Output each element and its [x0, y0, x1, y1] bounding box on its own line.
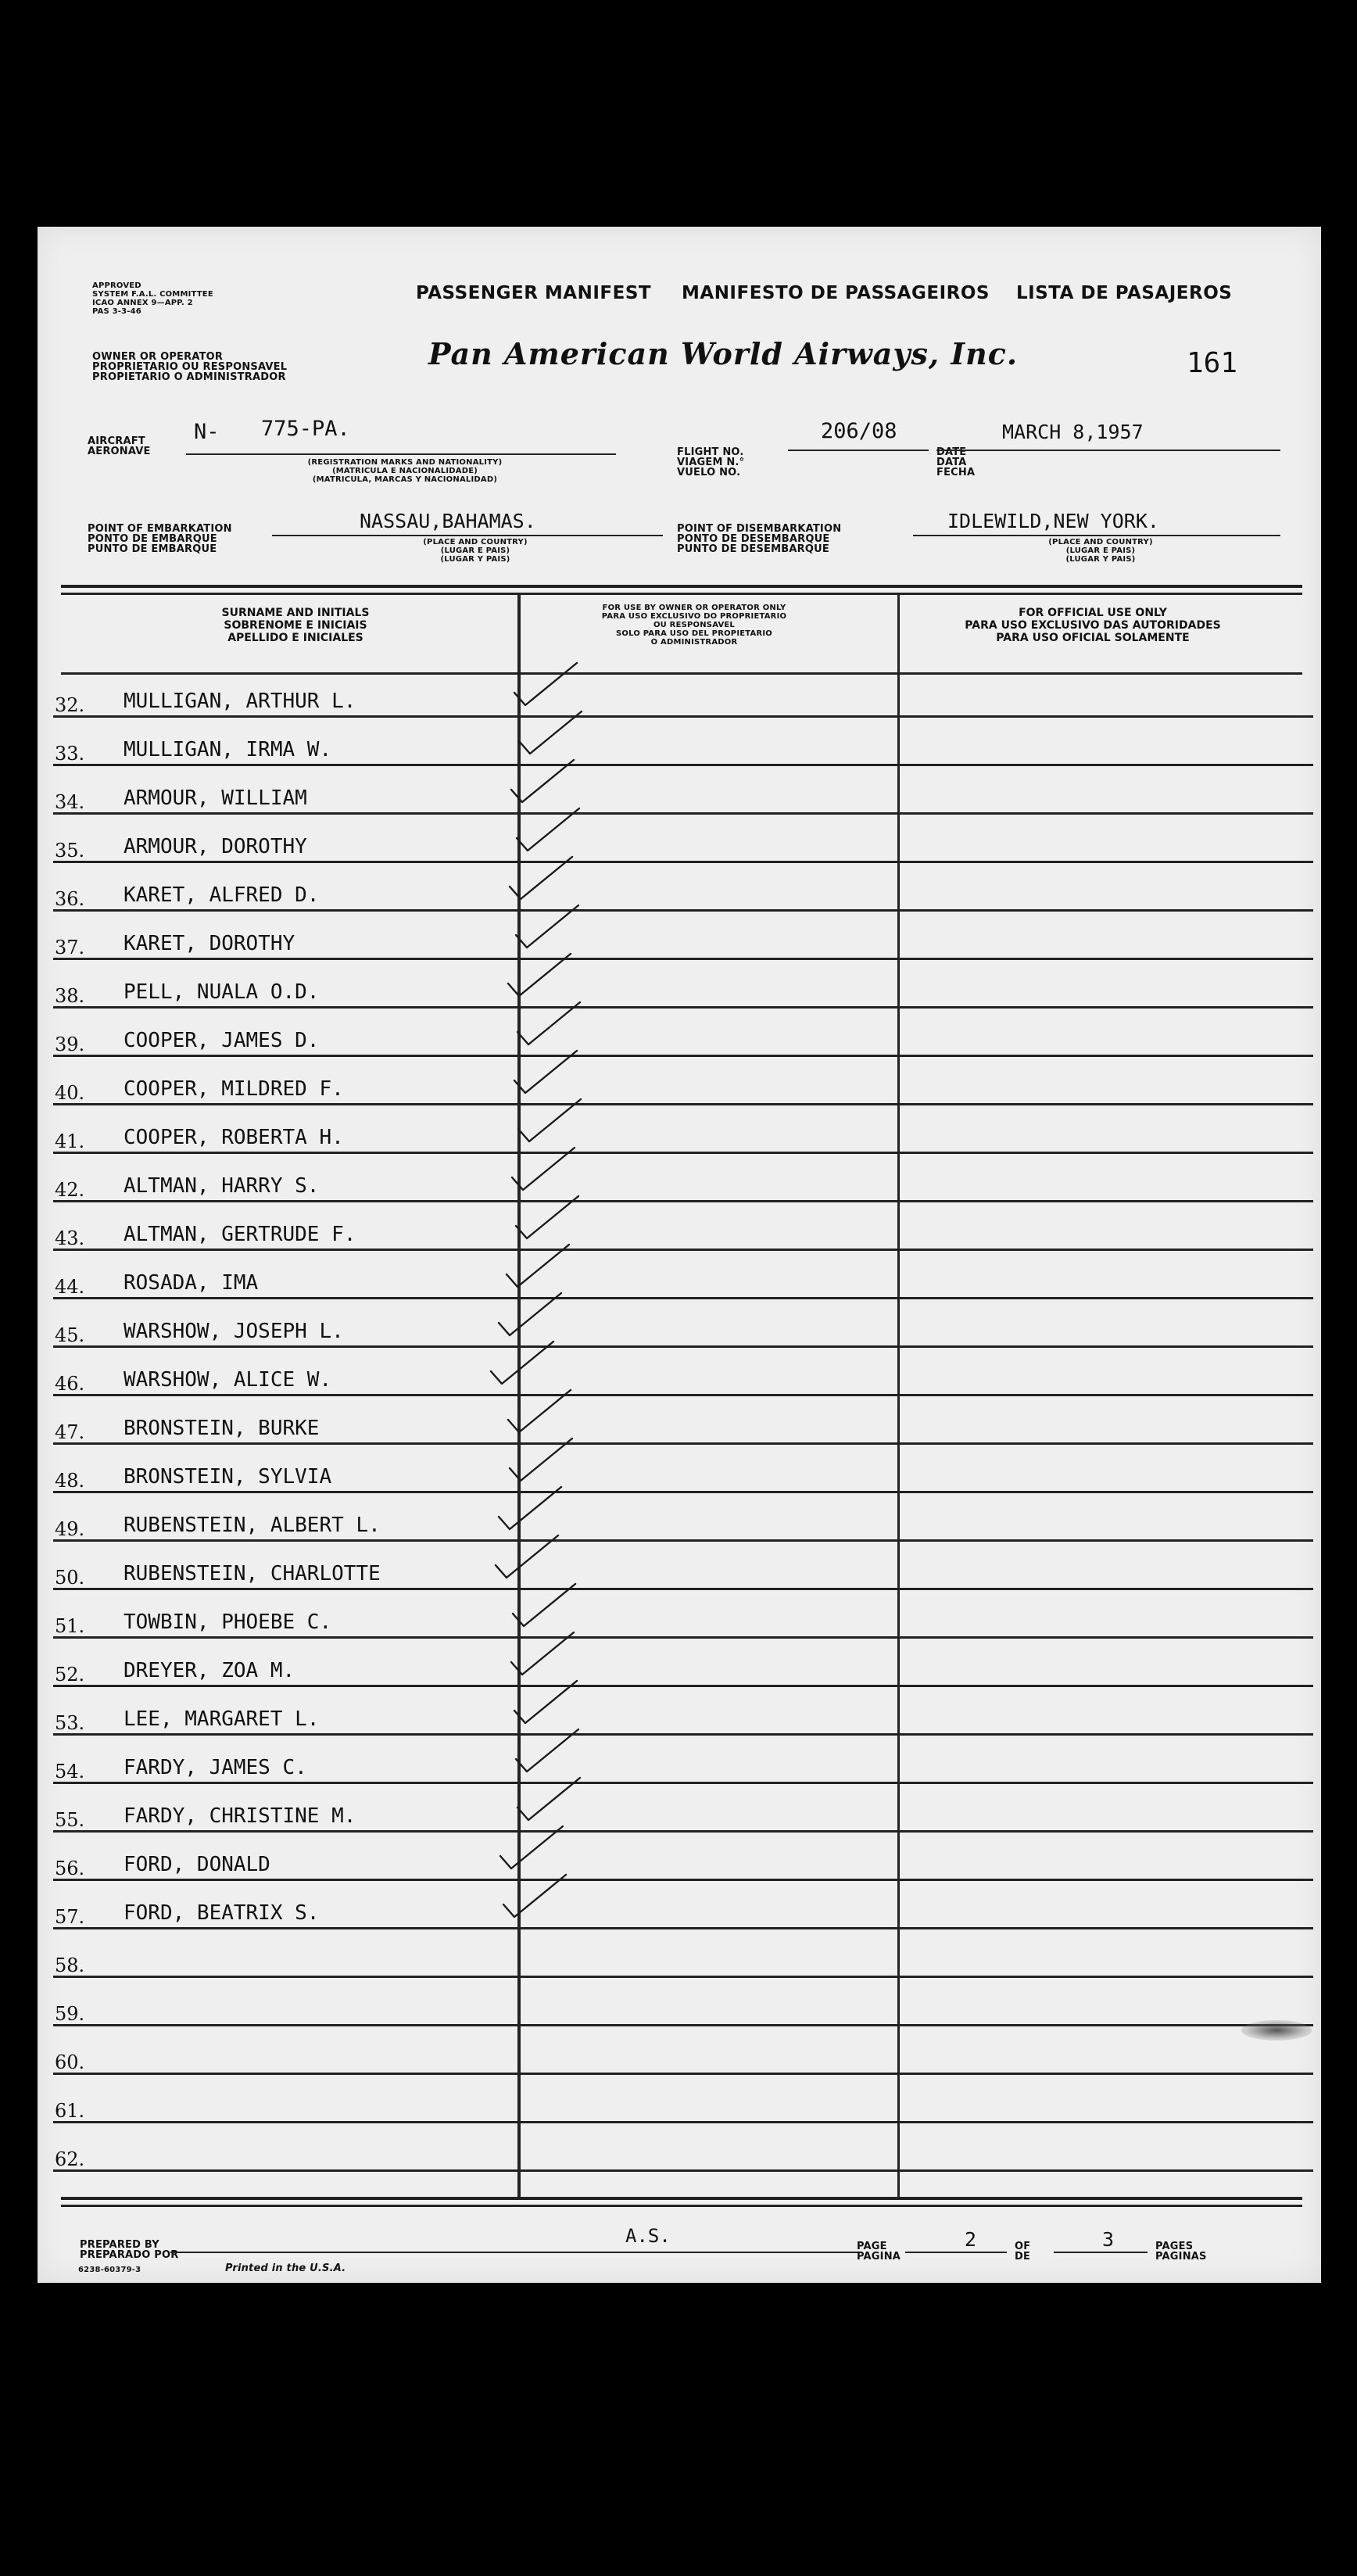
- passenger-name: BRONSTEIN, SYLVIA: [124, 1465, 332, 1489]
- aircraft-prefix: N-: [194, 420, 220, 444]
- passenger-row: [38, 1105, 1321, 1154]
- passenger-name: WARSHOW, ALICE W.: [124, 1368, 332, 1392]
- passenger-number: 38.: [55, 985, 85, 1007]
- of-label-line: OF: [1015, 2241, 1031, 2252]
- caption-line: (LUGAR E PAIS): [440, 546, 510, 555]
- disembarkation-rule: [913, 535, 1280, 536]
- footer-rule-bottom: [61, 2205, 1302, 2207]
- header-rule-top: [61, 585, 1302, 588]
- caption-line: (PLACE AND COUNTRY): [1048, 538, 1153, 546]
- caption-line: (REGISTRATION MARKS AND NATIONALITY): [307, 458, 503, 467]
- owner-label-line: OWNER OR OPERATOR: [92, 351, 224, 363]
- passenger-row: [38, 1009, 1321, 1057]
- passenger-row: [38, 2026, 1321, 2075]
- passenger-row: [38, 766, 1321, 815]
- approval-line: PAS 3-3-46: [92, 307, 141, 316]
- prepared-value: A.S.: [625, 2225, 671, 2247]
- col-header-line: FOR USE BY OWNER OR OPERATOR ONLY: [602, 604, 786, 612]
- passenger-row: [38, 1978, 1321, 2026]
- aircraft-caption: [217, 458, 593, 484]
- of-label-line: DE: [1015, 2251, 1031, 2263]
- date-label-line: DATA: [936, 457, 967, 468]
- passenger-name: ARMOUR, WILLIAM: [124, 786, 307, 810]
- page-rule: [905, 2252, 1007, 2253]
- passenger-name: WARSHOW, JOSEPH L.: [124, 1320, 344, 1343]
- manifest-sheet: [38, 227, 1321, 2283]
- passenger-row: [38, 1784, 1321, 1833]
- aircraft-rule: [186, 453, 616, 455]
- page-label-line: PAGE: [857, 2241, 887, 2252]
- col-header-line: OU RESPONSAVEL: [653, 621, 736, 629]
- col-header-line: PARA USO OFICIAL SOLAMENTE: [996, 632, 1190, 644]
- of-value: 3: [1102, 2228, 1115, 2251]
- pages-label: [1155, 2241, 1207, 2262]
- page-stamp: 161: [1187, 347, 1238, 379]
- flight-label-line: VIAGEM N.°: [677, 457, 745, 468]
- passenger-row: [38, 1881, 1321, 1929]
- passenger-row: [38, 912, 1321, 960]
- date-rule: [936, 450, 1280, 451]
- caption-line: (LUGAR Y PAIS): [440, 555, 510, 564]
- embarkation-label-line: PUNTO DE EMBARQUE: [88, 543, 217, 555]
- of-label: [1015, 2241, 1030, 2262]
- col-header-owner-use: [538, 604, 850, 647]
- approval-line: ICAO ANNEX 9—APP. 2: [92, 299, 193, 307]
- airline-name: Pan American World Airways, Inc.: [428, 336, 1019, 371]
- passenger-row: [38, 1687, 1321, 1736]
- passenger-name: MULLIGAN, IRMA W.: [124, 738, 332, 761]
- embarkation-label: [88, 524, 232, 554]
- passenger-name: FARDY, JAMES C.: [124, 1756, 307, 1779]
- passenger-row: [38, 2123, 1321, 2172]
- printed-note: Printed in the U.S.A.: [225, 2263, 346, 2274]
- passenger-name: FORD, BEATRIX S.: [124, 1901, 320, 1925]
- passenger-number: 44.: [55, 1276, 85, 1298]
- owner-label-line: PROPRIETARIO OU RESPONSAVEL: [92, 361, 288, 373]
- col-header-line: SOLO PARA USO DEL PROPIETARIO: [616, 629, 772, 638]
- embarkation-value: NASSAU,BAHAMAS.: [360, 510, 536, 532]
- passenger-name: MULLIGAN, ARTHUR L.: [124, 690, 356, 713]
- passenger-name: KARET, DOROTHY: [124, 932, 295, 955]
- prepared-label-line: PREPARADO POR: [80, 2249, 179, 2261]
- owner-label-line: PROPIETARIO O ADMINISTRADOR: [92, 371, 286, 383]
- col-header-line: FOR OFFICIAL USE ONLY: [1019, 607, 1167, 619]
- passenger-number: 62.: [55, 2148, 85, 2170]
- approval-line: APPROVED: [92, 281, 141, 290]
- title-english: PASSENGER MANIFEST: [416, 283, 652, 303]
- passenger-row: [38, 1929, 1321, 1978]
- passenger-number: 51.: [55, 1615, 85, 1637]
- passenger-number: 54.: [55, 1761, 85, 1782]
- passenger-row: [38, 669, 1321, 718]
- caption-line: (LUGAR Y PAIS): [1065, 555, 1136, 564]
- embarkation-label-line: PONTO DE EMBARQUE: [88, 533, 217, 545]
- passenger-row: [38, 863, 1321, 912]
- embarkation-rule: [272, 535, 663, 536]
- disembarkation-label-line: POINT OF DISEMBARKATION: [677, 523, 842, 535]
- passenger-number: 41.: [55, 1130, 85, 1152]
- passenger-number: 37.: [55, 937, 85, 958]
- caption-line: (PLACE AND COUNTRY): [423, 538, 528, 546]
- passenger-name: TOWBIN, PHOEBE C.: [124, 1610, 332, 1634]
- passenger-number: 57.: [55, 1906, 85, 1928]
- passenger-number: 49.: [55, 1518, 85, 1540]
- col-header-line: O ADMINISTRADOR: [650, 638, 738, 647]
- page-label-line: PAGINA: [857, 2251, 901, 2263]
- passenger-number: 61.: [55, 2100, 85, 2122]
- flight-label: [677, 447, 744, 478]
- col-header-official-use: [905, 607, 1280, 644]
- disembarkation-label-line: PONTO DE DESEMBARQUE: [677, 533, 830, 545]
- passenger-number: 60.: [55, 2051, 85, 2073]
- flight-label-line: VUELO NO.: [677, 467, 741, 478]
- passenger-number: 42.: [55, 1179, 85, 1201]
- owner-label: [92, 352, 287, 382]
- passenger-row: [38, 1833, 1321, 1881]
- passenger-number: 58.: [55, 1954, 85, 1976]
- prepared-label: [80, 2240, 178, 2260]
- passenger-row: [38, 2075, 1321, 2123]
- col-header-line: PARA USO EXCLUSIVO DAS AUTORIDADES: [965, 619, 1221, 632]
- title-spanish: LISTA DE PASAJEROS: [1016, 283, 1233, 303]
- passenger-number: 32.: [55, 694, 85, 716]
- passenger-number: 45.: [55, 1324, 85, 1346]
- passenger-name: KARET, ALFRED D.: [124, 883, 320, 907]
- page-label: [857, 2241, 900, 2262]
- date-value: MARCH 8,1957: [1002, 421, 1144, 443]
- disembarkation-caption: [999, 538, 1202, 564]
- row-rule: [53, 2169, 1313, 2172]
- passenger-name: ALTMAN, GERTRUDE F.: [124, 1223, 356, 1246]
- pages-label-line: PAGES: [1155, 2241, 1194, 2252]
- passenger-number: 52.: [55, 1664, 85, 1686]
- passenger-row: [38, 1736, 1321, 1784]
- passenger-number: 50.: [55, 1567, 85, 1589]
- embarkation-caption: [374, 538, 577, 564]
- passenger-row: [38, 1396, 1321, 1445]
- aircraft-label: [88, 436, 151, 457]
- passenger-row: [38, 960, 1321, 1009]
- passenger-number: 55.: [55, 1809, 85, 1831]
- passenger-number: 40.: [55, 1082, 85, 1104]
- passenger-name: DREYER, ZOA M.: [124, 1659, 295, 1682]
- disembarkation-label-line: PUNTO DE DESEMBARQUE: [677, 543, 829, 555]
- approval-line: SYSTEM F.A.L. COMMITTEE: [92, 290, 213, 299]
- date-label-line: DATE: [936, 446, 967, 458]
- page-value: 2: [965, 2228, 977, 2251]
- col-header-line: PARA USO EXCLUSIVO DO PROPRIETARIO: [601, 612, 787, 621]
- date-label: [936, 447, 975, 478]
- title-portuguese: MANIFESTO DE PASSAGEIROS: [682, 283, 990, 303]
- passenger-number: 59.: [55, 2003, 85, 2025]
- passenger-row: [38, 1251, 1321, 1299]
- caption-line: (MATRICULA E NACIONALIDADE): [331, 467, 478, 475]
- header-rule-bottom: [61, 593, 1302, 595]
- prepared-label-line: PREPARED BY: [80, 2239, 159, 2251]
- passenger-row: [38, 1542, 1321, 1590]
- embarkation-label-line: POINT OF EMBARKATION: [88, 523, 232, 535]
- passenger-name: COOPER, MILDRED F.: [124, 1077, 344, 1101]
- passenger-name: COOPER, ROBERTA H.: [124, 1126, 344, 1149]
- passenger-number: 39.: [55, 1034, 85, 1055]
- passenger-number: 43.: [55, 1227, 85, 1249]
- footer-rule-top: [61, 2197, 1302, 2200]
- passenger-row: [38, 1445, 1321, 1493]
- passenger-number: 34.: [55, 791, 85, 813]
- passenger-row: [38, 1348, 1321, 1396]
- aircraft-label-line: AIRCRAFT: [88, 435, 145, 447]
- flight-label-line: FLIGHT NO.: [677, 446, 744, 458]
- passenger-name: PELL, NUALA O.D.: [124, 980, 320, 1004]
- aircraft-value: 775-PA.: [261, 417, 350, 441]
- passenger-name: ARMOUR, DOROTHY: [124, 835, 307, 858]
- passenger-name: LEE, MARGARET L.: [124, 1707, 320, 1731]
- passenger-number: 33.: [55, 743, 85, 765]
- disembarkation-value: IDLEWILD,NEW YORK.: [947, 510, 1159, 532]
- caption-line: (MATRICULA, MARCAS Y NACIONALIDAD): [312, 475, 498, 484]
- passenger-row: [38, 1154, 1321, 1202]
- of-rule: [1054, 2252, 1148, 2253]
- passenger-row: [38, 1202, 1321, 1251]
- passenger-number: 35.: [55, 840, 85, 862]
- prepared-rule: [170, 2252, 858, 2253]
- aircraft-label-line: AERONAVE: [88, 446, 151, 457]
- passenger-name: FORD, DONALD: [124, 1853, 270, 1876]
- passenger-name: BRONSTEIN, BURKE: [124, 1417, 320, 1440]
- passenger-row: [38, 1639, 1321, 1687]
- passenger-row: [38, 1299, 1321, 1348]
- passenger-row: [38, 1590, 1321, 1639]
- passenger-name: ROSADA, IMA: [124, 1271, 259, 1295]
- pages-label-line: PAGINAS: [1155, 2251, 1207, 2263]
- passenger-row: [38, 815, 1321, 863]
- passenger-name: RUBENSTEIN, ALBERT L.: [124, 1514, 381, 1537]
- col-header-surname: [100, 607, 491, 644]
- passenger-name: FARDY, CHRISTINE M.: [124, 1804, 356, 1828]
- passenger-number: 46.: [55, 1373, 85, 1395]
- passenger-name: COOPER, JAMES D.: [124, 1029, 320, 1052]
- approval-block: [92, 281, 213, 316]
- passenger-row: [38, 1493, 1321, 1542]
- passenger-number: 56.: [55, 1858, 85, 1879]
- date-label-line: FECHA: [936, 467, 976, 478]
- flight-rule: [788, 450, 929, 451]
- passenger-name: RUBENSTEIN, CHARLOTTE: [124, 1562, 381, 1585]
- flight-value: 206/08: [821, 419, 897, 443]
- col-header-line: APELLIDO E INICIALES: [227, 632, 363, 644]
- passenger-number: 36.: [55, 888, 85, 910]
- passenger-name: ALTMAN, HARRY S.: [124, 1174, 320, 1198]
- col-header-line: SOBRENOME E INICIAIS: [224, 619, 367, 632]
- passenger-number: 53.: [55, 1712, 85, 1734]
- caption-line: (LUGAR E PAIS): [1065, 546, 1136, 555]
- paper-smudge: [1241, 2020, 1312, 2040]
- disembarkation-label: [677, 524, 841, 554]
- passenger-row: [38, 1057, 1321, 1105]
- passenger-number: 47.: [55, 1421, 85, 1443]
- form-number: 6238-60379-3: [78, 2266, 141, 2274]
- passenger-row: [38, 718, 1321, 766]
- col-header-line: SURNAME AND INITIALS: [221, 607, 370, 619]
- passenger-number: 48.: [55, 1470, 85, 1492]
